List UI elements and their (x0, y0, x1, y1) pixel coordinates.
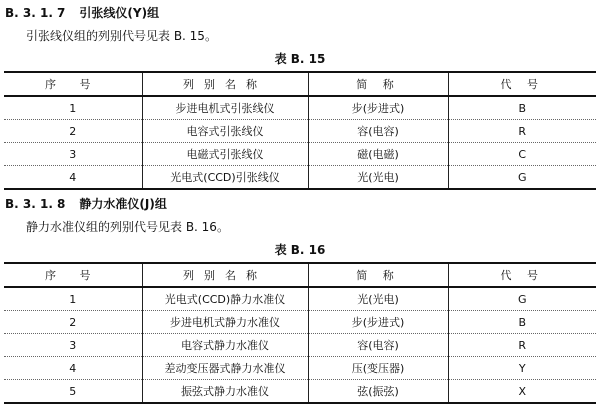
table-b16 (4, 262, 596, 404)
table-caption-b15: 表 B. 15 (274, 52, 326, 66)
header-index: 序 号 (4, 72, 142, 96)
table-header-row (4, 263, 596, 287)
table-row (4, 120, 596, 143)
cell-short: 容(电容) (308, 334, 448, 357)
cell-short: 容(电容) (308, 120, 448, 143)
cell-index: 5 (4, 380, 142, 404)
section-title: 静力水准仪(J)组 (79, 197, 167, 211)
cell-index: 3 (4, 143, 142, 166)
header-name: 列别名称 (142, 72, 308, 96)
section-heading-b318 (5, 195, 167, 212)
cell-name: 步进电机式静力水准仪 (142, 311, 308, 334)
table-caption-b16: 表 B. 16 (274, 243, 326, 257)
cell-name: 电容式引张线仪 (142, 120, 308, 143)
section-paragraph: 引张线仪组的列别代号见表 B. 15。 (26, 29, 217, 43)
header-short: 简 称 (308, 72, 448, 96)
cell-code: X (448, 380, 596, 404)
table-row (4, 334, 596, 357)
table-b15 (4, 71, 596, 190)
section-title: 引张线仪(Y)组 (79, 6, 160, 20)
header-code: 代 号 (448, 263, 596, 287)
cell-code: Y (448, 357, 596, 380)
cell-index: 3 (4, 334, 142, 357)
cell-code: B (448, 311, 596, 334)
section-paragraph: 静力水准仪组的列别代号见表 B. 16。 (26, 220, 229, 234)
cell-index: 2 (4, 311, 142, 334)
table-row (4, 166, 596, 190)
header-name: 列别名称 (142, 263, 308, 287)
cell-name: 电容式静力水准仪 (142, 334, 308, 357)
table-row (4, 96, 596, 120)
table-row (4, 287, 596, 311)
cell-index: 4 (4, 357, 142, 380)
cell-short: 磁(电磁) (308, 143, 448, 166)
table-row (4, 380, 596, 404)
header-index: 序 号 (4, 263, 142, 287)
header-short: 简 称 (308, 263, 448, 287)
cell-short: 步(步进式) (308, 311, 448, 334)
cell-code: B (448, 96, 596, 120)
cell-name: 光电式(CCD)引张线仪 (142, 166, 308, 190)
cell-index: 1 (4, 96, 142, 120)
cell-short: 压(变压器) (308, 357, 448, 380)
header-code: 代 号 (448, 72, 596, 96)
cell-short: 光(光电) (308, 287, 448, 311)
cell-code: G (448, 287, 596, 311)
table-header-row (4, 72, 596, 96)
cell-code: C (448, 143, 596, 166)
cell-name: 光电式(CCD)静力水准仪 (142, 287, 308, 311)
section-number: B. 3. 1. 8 (5, 197, 66, 211)
table-row (4, 311, 596, 334)
cell-name: 步进电机式引张线仪 (142, 96, 308, 120)
cell-code: G (448, 166, 596, 190)
cell-index: 4 (4, 166, 142, 190)
cell-name: 振弦式静力水准仪 (142, 380, 308, 404)
table-row (4, 143, 596, 166)
cell-short: 弦(振弦) (308, 380, 448, 404)
table-row (4, 357, 596, 380)
cell-code: R (448, 334, 596, 357)
cell-index: 1 (4, 287, 142, 311)
section-heading-b317 (5, 4, 159, 21)
cell-code: R (448, 120, 596, 143)
cell-short: 步(步进式) (308, 96, 448, 120)
cell-name: 电磁式引张线仪 (142, 143, 308, 166)
section-number: B. 3. 1. 7 (5, 6, 66, 20)
cell-index: 2 (4, 120, 142, 143)
cell-short: 光(光电) (308, 166, 448, 190)
cell-name: 差动变压器式静力水准仪 (142, 357, 308, 380)
